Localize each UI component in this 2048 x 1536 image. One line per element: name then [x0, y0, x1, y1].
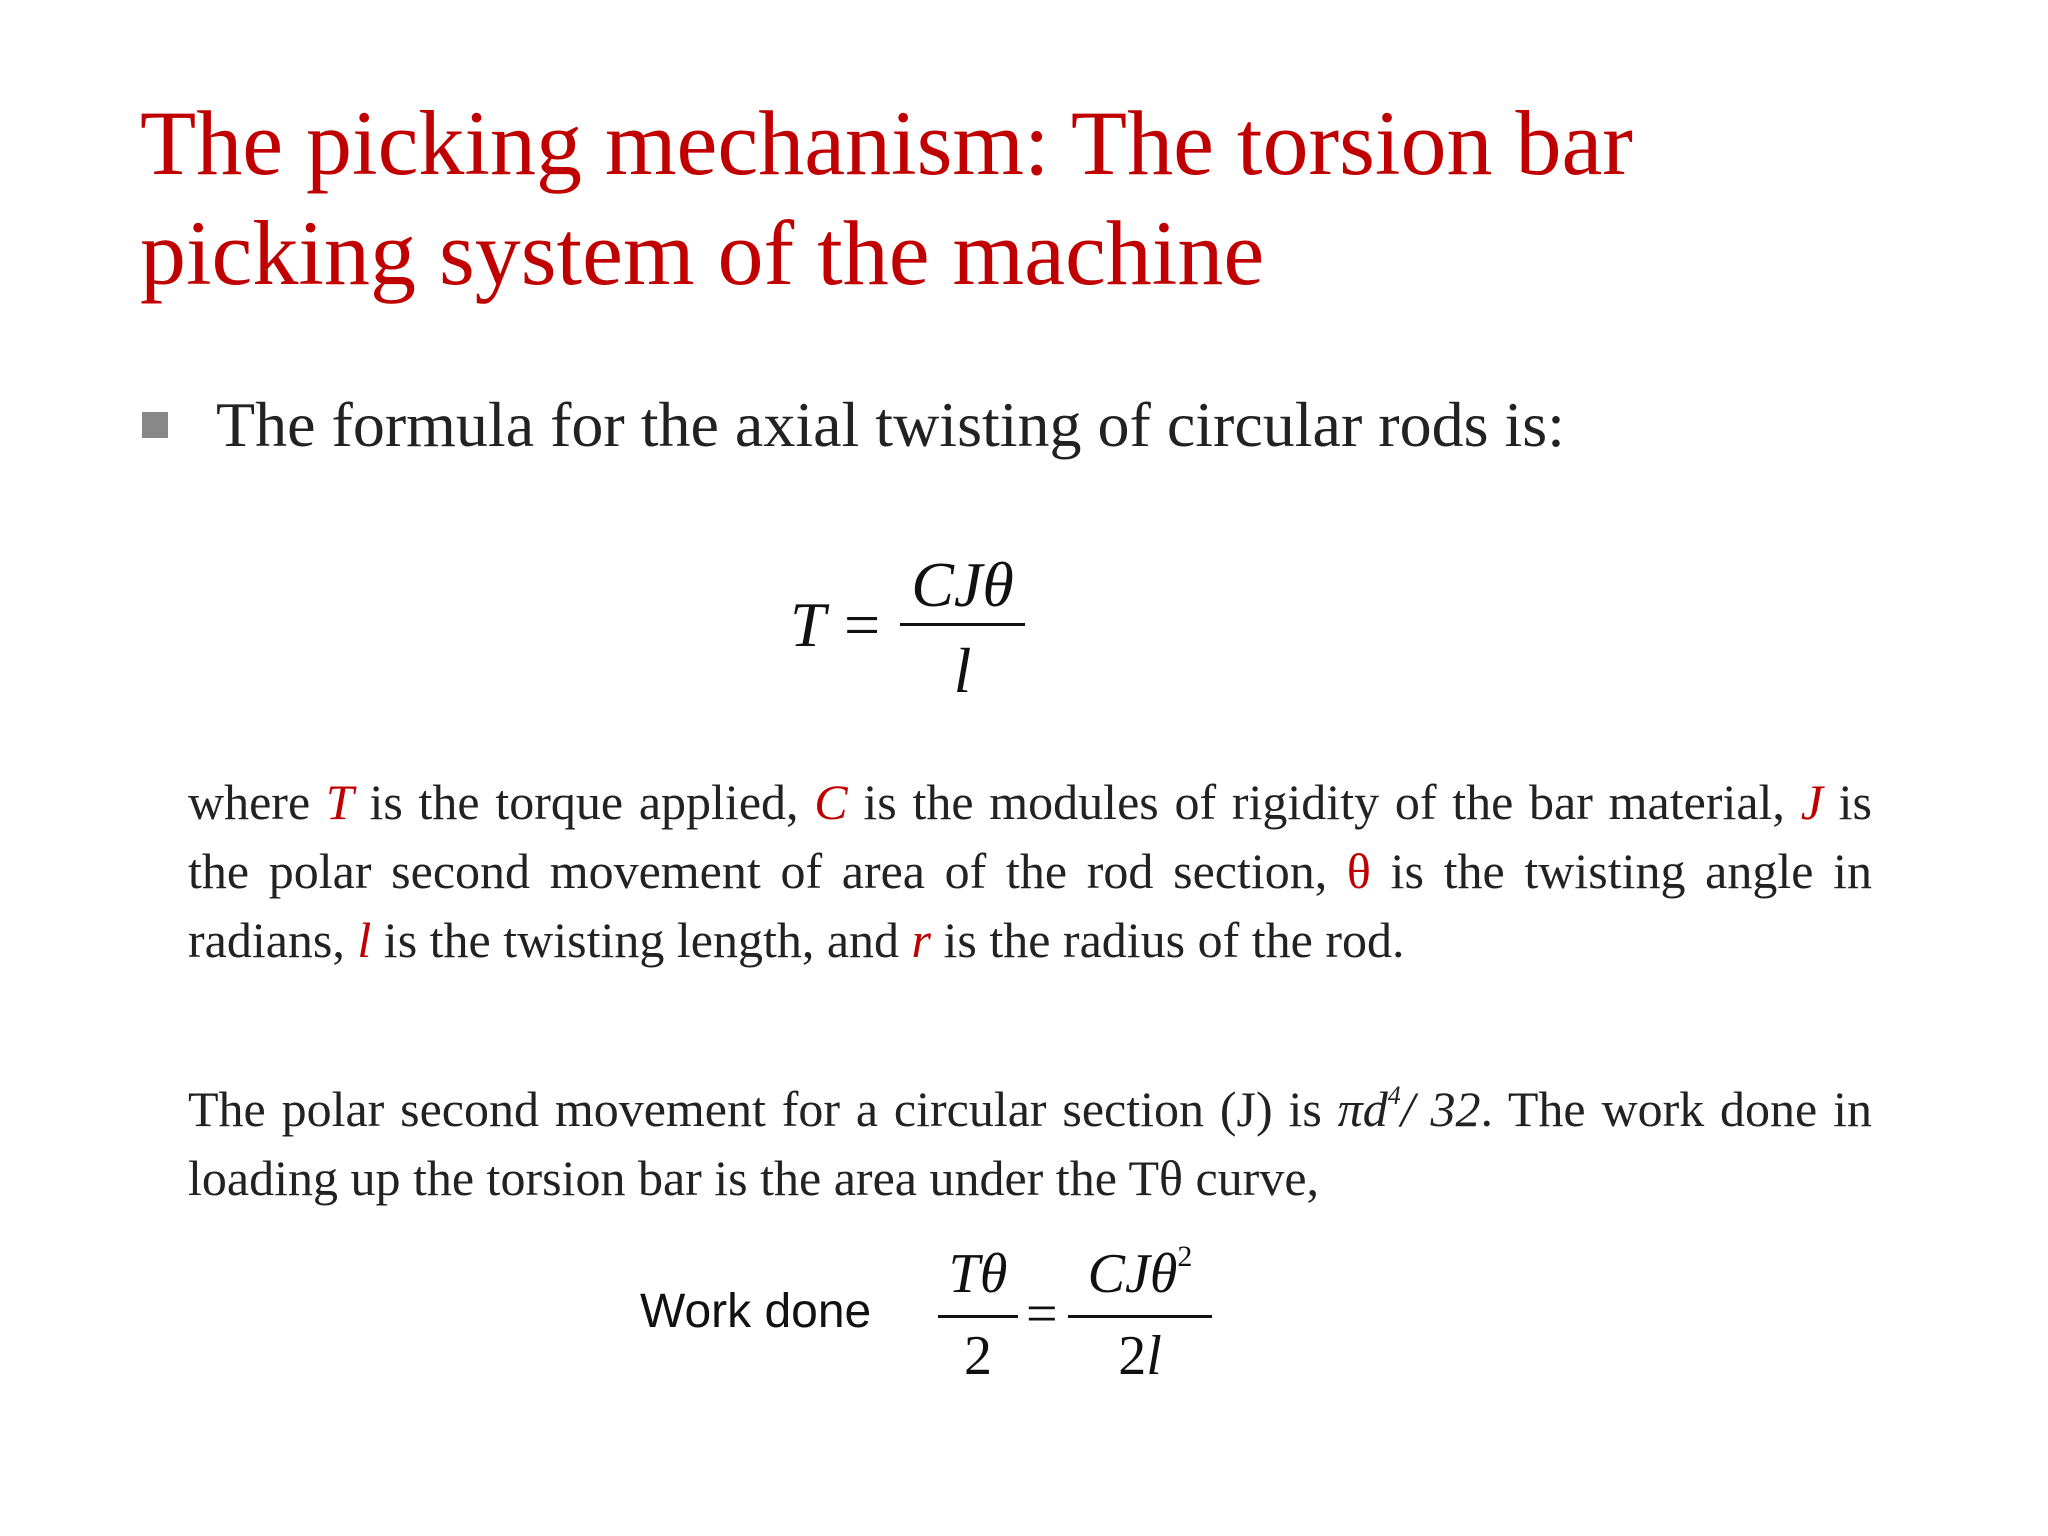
polar-moment-paragraph	[188, 1075, 1872, 1213]
fraction2-bar	[1068, 1315, 1212, 1318]
para1-text-4: is the polar second movement of area of the rod section,	[188, 774, 1872, 899]
work-done-label: Work done	[640, 1285, 872, 1338]
para1-text-2: is the torque applied,	[353, 774, 815, 830]
para1-text-5: is the twisting angle in radians,	[188, 843, 1873, 968]
expr-pi-d: πd	[1337, 1081, 1388, 1137]
fraction1-numerator: Tθ	[948, 1243, 1008, 1305]
var-l: l	[357, 912, 372, 968]
fraction-bar	[900, 623, 1025, 626]
fraction2-numerator	[1070, 1242, 1210, 1306]
fraction2-numerator-base: CJθ	[1087, 1243, 1178, 1305]
slide-title: The picking mechanism: The torsion bar picking system of the machine	[140, 92, 1633, 304]
formula-lhs: T	[790, 589, 826, 660]
para1-text-6: is the twisting length, and	[371, 912, 912, 968]
var-r: r	[911, 912, 931, 968]
para2-text-1: The polar second movement for a circular section (J) is	[188, 1081, 1338, 1137]
bullet-text: The formula for the axial twisting of circular rods is:	[216, 389, 1565, 460]
formula2-equals: =	[1026, 1283, 1058, 1345]
fraction1-denominator: 2	[964, 1325, 992, 1387]
formula-equals: =	[844, 589, 881, 660]
para2-text-2: . The work done in loading up the torsion bar is the area under the Tθ curve,	[188, 1081, 1872, 1206]
fraction1-bar	[938, 1315, 1018, 1318]
var-theta: θ	[1346, 843, 1371, 899]
var-C: C	[814, 774, 848, 830]
para1-text-3: is the modules of rigidity of the bar material,	[847, 774, 1801, 830]
polar-moment-expression	[1338, 1081, 1481, 1137]
para1-text-7: is the radius of the rod.	[931, 912, 1405, 968]
torque-formula	[790, 548, 1050, 708]
formula-denominator: l	[953, 635, 972, 706]
var-J: J	[1800, 774, 1823, 830]
fraction2-denominator-coef: 2	[1118, 1325, 1147, 1387]
fraction2-exponent: 2	[1177, 1240, 1193, 1273]
var-T: T	[325, 774, 354, 830]
formula-numerator: CJθ	[911, 549, 1014, 620]
work-done-formula	[640, 1242, 1260, 1402]
bullet-item	[140, 380, 1920, 470]
definitions-paragraph	[188, 768, 1872, 975]
square-bullet-icon	[142, 412, 168, 438]
expr-exponent: 4	[1387, 1081, 1401, 1110]
para1-text-1: where	[188, 774, 326, 830]
fraction2-denominator	[1070, 1324, 1210, 1388]
expr-rest: / 32	[1400, 1081, 1481, 1137]
fraction2-denominator-var: l	[1146, 1325, 1162, 1387]
